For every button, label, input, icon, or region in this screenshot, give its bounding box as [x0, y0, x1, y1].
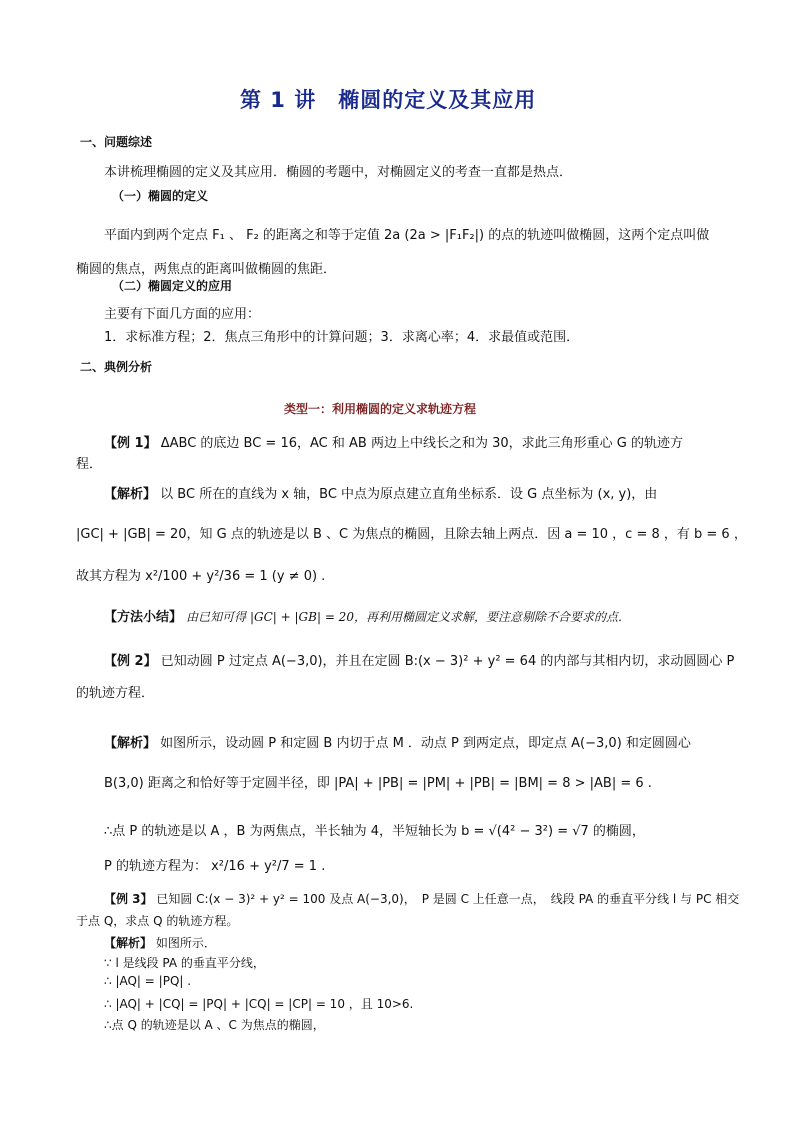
solution-2-line-3: ∴点 P 的轨迹是以 A ，B 为两焦点，半长轴为 4，半短轴长为 b = √(4² − 3²) = √7 的椭圆，: [104, 824, 645, 839]
type-one-title: 类型一：利用椭圆的定义求轨迹方程: [284, 402, 477, 416]
application-line-2: 1．求标准方程；2．焦点三角形中的计算问题；3．求离心率；4．求最值或范围．: [104, 330, 580, 345]
example-1-tag: 【例 1】: [104, 436, 157, 451]
example-1-line-2: 程．: [76, 457, 103, 472]
application-line-1: 主要有下面几方面的应用：: [104, 307, 261, 322]
solution-3-line-5: ∴点 Q 的轨迹是以 A 、C 为焦点的椭圆，: [104, 1018, 325, 1032]
subheading-definition: （一）椭圆的定义: [112, 189, 209, 203]
subheading-application: （二）椭圆定义的应用: [112, 279, 233, 293]
definition-line-1: 平面内到两个定点 F₁ 、 F₂ 的距离之和等于定值 2a (2a > |F₁F₂|) 的点的轨迹叫做椭圆，这两个定点叫做: [104, 228, 710, 243]
solution-2-text: 如图所示，设动圆 P 和定圆 B 内切于点 M ．动点 P 到两定点，即定点 A(−3,0) 和定圆圆心: [160, 736, 691, 751]
definition-line-2: 椭圆的焦点，两焦点的距离叫做椭圆的焦距．: [76, 262, 337, 277]
solution-2-tag: 【解析】: [104, 736, 157, 751]
solution-2-line-1: [104, 732, 691, 751]
example-2-text: 已知动圆 P 过定点 A(−3,0)，并且在定圆 B:(x − 3)² + y² = 64 的内部与其相内切，求动圆圆心 P: [160, 654, 735, 669]
solution-3-text: 如图所示．: [155, 936, 216, 950]
solution-1-line-1: [104, 483, 657, 502]
solution-1-text: 以 BC 所在的直线为 x 轴，BC 中点为原点建立直角坐标系．设 G 点坐标为 (x, y)，由: [160, 487, 658, 502]
example-2-tag: 【例 2】: [104, 654, 157, 669]
solution-1-line-3: 故其方程为 x²/100 + y²/36 = 1 (y ≠ 0) .: [76, 569, 326, 584]
method-summary-text: 由已知可得 |GC| + |GB| = 20，再利用椭圆定义求解，要注意剔除不合要求的点．: [186, 610, 630, 624]
example-1-line-1: [104, 432, 683, 451]
solution-3-line-4: ∴ |AQ| + |CQ| = |PQ| + |CQ| = |CP| = 10 ，且 10>6.: [104, 997, 414, 1011]
example-3-line-2: 于点 Q，求点 Q 的轨迹方程。: [76, 914, 239, 928]
method-summary: [104, 606, 630, 625]
solution-1-line-2: |GC| + |GB| = 20，知 G 点的轨迹是以 B 、C 为焦点的椭圆，且除去轴上两点．因 a = 10 ，c = 8 ，有 b = 6 ，: [76, 527, 747, 542]
section-heading-examples: 二、典例分析: [80, 360, 153, 374]
solution-3-line-3: ∴ |AQ| = |PQ| .: [104, 974, 192, 988]
example-2-line-2: 的轨迹方程．: [76, 686, 155, 701]
method-summary-tag: 【方法小结】: [104, 610, 183, 625]
section-heading-overview: 一、问题综述: [80, 135, 153, 149]
intro-text: 本讲梳理椭圆的定义及其应用．椭圆的考题中，对椭圆定义的考查一直都是热点．: [104, 165, 573, 180]
example-1-text: ΔABC 的底边 BC = 16，AC 和 AB 两边上中线长之和为 30，求此三角形重心 G 的轨迹方: [160, 436, 683, 451]
solution-1-tag: 【解析】: [104, 487, 157, 502]
page-title: 第 1 讲 椭圆的定义及其应用: [240, 88, 537, 112]
example-3-tag: 【例 3】: [104, 892, 153, 906]
solution-3-tag: 【解析】: [104, 936, 153, 950]
example-3-text: 已知圆 C:(x − 3)² + y² = 100 及点 A(−3,0)， P 是圆 C 上任意一点， 线段 PA 的垂直平分线 l 与 PC 相交: [156, 892, 740, 906]
example-3-line-1: [104, 890, 739, 907]
solution-2-line-2: B(3,0) 距离之和恰好等于定圆半径，即 |PA| + |PB| = |PM| + |PB| = |BM| = 8 > |AB| = 6 .: [104, 776, 652, 791]
solution-2-line-4: P 的轨迹方程为： x²/16 + y²/7 = 1 .: [104, 859, 326, 874]
solution-3-line-2: ∵ l 是线段 PA 的垂直平分线，: [104, 956, 265, 970]
example-2-line-1: [104, 650, 734, 669]
solution-3-line-1: [104, 934, 216, 951]
